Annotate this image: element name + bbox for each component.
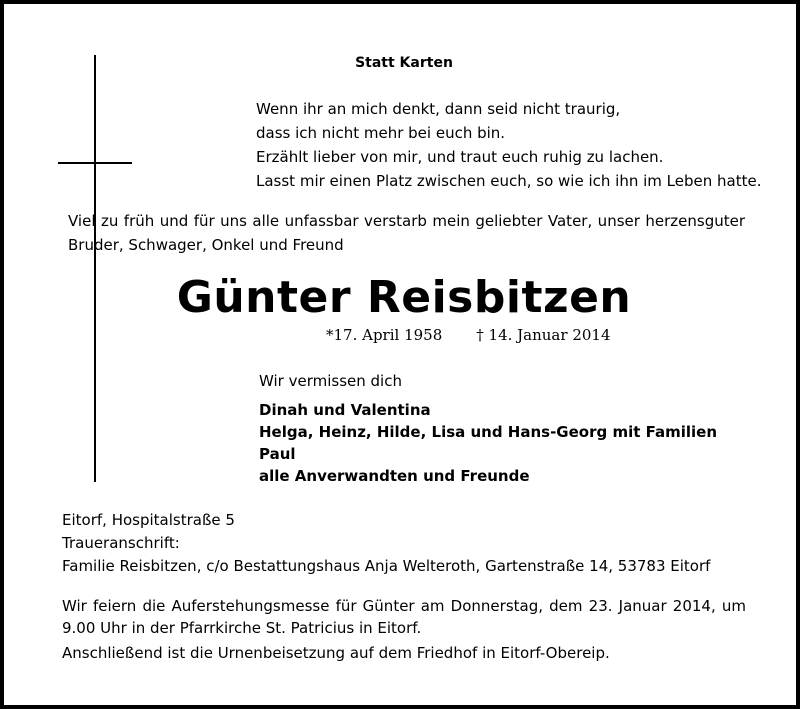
family-line: Paul [259,445,296,463]
poem-line: Lasst mir einen Platz zwischen euch, so wie ich ihn im Leben hatte. [256,172,762,190]
poem-line: dass ich nicht mehr bei euch bin. [256,124,506,142]
life-dates [326,324,611,346]
poem-line: Erzählt lieber von mir, und traut euch ruhig zu lachen. [256,148,664,166]
address-line: Familie Reisbitzen, c/o Bestattungshaus Anja Welteroth, Gartenstraße 14, 53783 Eitorf [62,557,711,575]
deceased-name: Günter Reisbitzen [176,272,632,323]
burial-text: Anschließend ist die Urnenbeisetzung auf dem Friedhof in Eitorf-Obereip. [62,644,610,662]
cross-icon-horizontal [58,162,132,164]
poem-line: Wenn ihr an mich denkt, dann seid nicht traurig, [256,100,621,118]
poem [256,97,761,193]
birth-date: *17. April 1958 [326,326,443,344]
family-line: Dinah und Valentina [259,401,431,419]
address-line: Eitorf, Hospitalstraße 5 [62,511,235,529]
death-date: † 14. Januar 2014 [476,326,611,344]
cross-icon-vertical [94,55,96,482]
miss-line: Wir vermissen dich [259,372,402,390]
heading: Statt Karten [355,55,453,71]
family-line: alle Anverwandten und Freunde [259,467,530,485]
intro-text: Viel zu früh und für uns alle unfassbar verstarb mein geliebter Vater, unser herzensguter Bruder, Schwager, Onkel und Freund [68,212,745,254]
address-line: Traueranschrift: [62,534,180,552]
family-line: Helga, Heinz, Hilde, Lisa und Hans-Georg mit Familien [259,423,718,441]
mass-text: Wir feiern die Auferstehungsmesse für Günter am Donnerstag, dem 23. Januar 2014, um 9.00 Uhr in der Pfarrkirche St. Patricius in Eitorf. [62,597,746,637]
family-list [259,399,717,487]
address-block [62,509,710,578]
